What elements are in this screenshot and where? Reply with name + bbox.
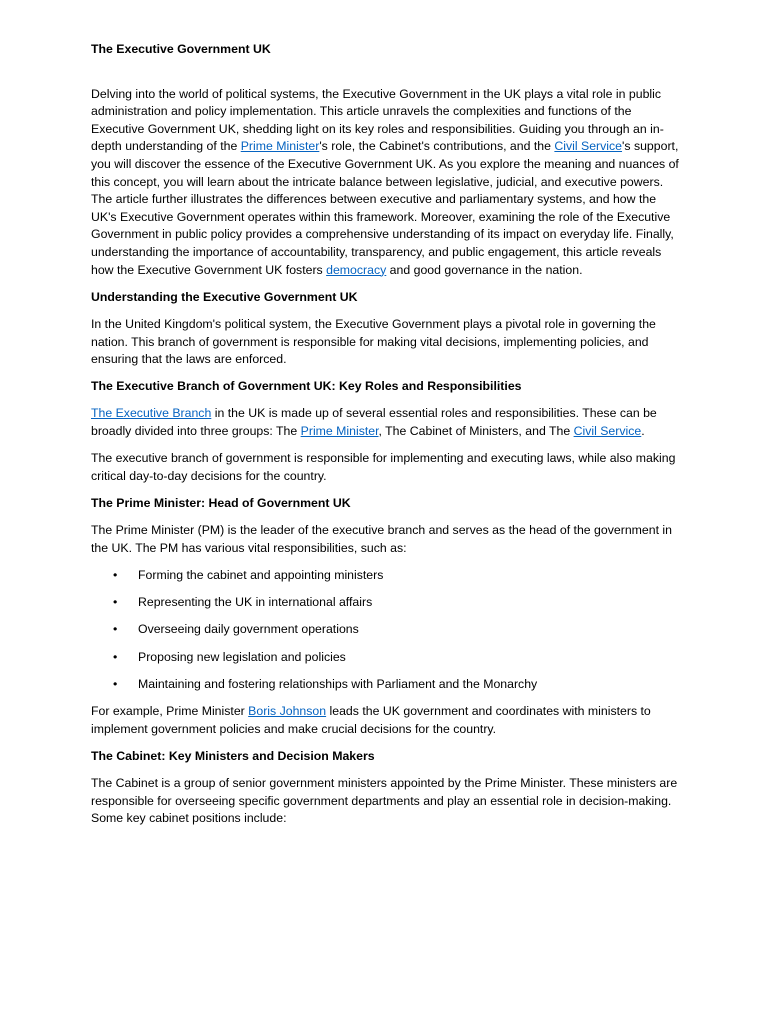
understanding-paragraph: In the United Kingdom's political system, the Executive Government plays a pivotal role in governing the nation. This branch of government is responsible for making vital decisions, implementing policies, and ensuring that the laws are enforced.	[91, 316, 656, 367]
boris-johnson-link[interactable]: Boris Johnson	[248, 703, 327, 718]
list-item-text: Representing the UK in international affairs	[138, 595, 373, 610]
document-title: The Executive Government UK	[91, 42, 271, 56]
executive-branch-link[interactable]: The Executive Branch	[91, 406, 212, 421]
example-text-2: leads the UK government and coordinates with ministers to implement government policies and make crucial decisions for the country.	[91, 703, 651, 736]
branch-text-1: in the UK is made up of several essential roles and responsibilities. These can be broadly divided into three groups: The	[91, 406, 657, 439]
heading-executive-branch: The Executive Branch of Government UK: Key Roles and Responsibilities	[91, 379, 522, 394]
branch-text-2: , The Cabinet of Ministers, and The	[378, 424, 574, 439]
cabinet-paragraph: The Cabinet is a group of senior government ministers appointed by the Prime Minister. These ministers are responsible for overseeing specific government departments and play an essential role in decision-making. Some key cabinet positions include:	[91, 775, 678, 826]
intro-text-3: 's support, you will discover the essence of the Executive Government UK. As you explore the meaning and nuances of this concept, you will learn about the intricate balance between legislative, judicial, and executive powers. The article further illustrates the differences between executive and parliamentary systems, and how the UK's Executive Government operates within this framework. Moreover, examining the role of the Executive Government in public policy provides a comprehensive understanding of its impact on everyday life. Finally, understanding the importance of accountability, transparency, and public engagement, this article reveals how the Executive Government UK fosters	[91, 139, 679, 277]
bullet-icon: •	[113, 568, 118, 582]
heading-cabinet: The Cabinet: Key Ministers and Decision Makers	[91, 748, 375, 763]
intro-text-2: 's role, the Cabinet's contributions, and the	[319, 139, 555, 154]
prime-minister-link-2[interactable]: Prime Minister	[300, 424, 379, 439]
list-item-text: Proposing new legislation and policies	[138, 649, 346, 664]
heading-understanding: Understanding the Executive Government UK	[91, 289, 358, 304]
example-paragraph	[91, 703, 681, 738]
bullet-icon: •	[113, 622, 118, 637]
intro-text-1: Delving into the world of political systems, the Executive Government in the UK plays a vital role in public administration and policy implementation. This article unravels the complexities and functions of the Executive Government UK, shedding light on its key roles and responsibilities. Guiding you through an in-depth understanding of the	[91, 86, 664, 154]
heading-prime-minister: The Prime Minister: Head of Government UK	[91, 496, 351, 511]
list-item-text: Overseeing daily government operations	[138, 622, 359, 637]
democracy-link[interactable]: democracy	[326, 262, 387, 277]
list-item	[91, 676, 681, 694]
list-item	[91, 621, 681, 639]
civil-service-link-2[interactable]: Civil Service	[573, 424, 642, 439]
list-item	[91, 594, 681, 612]
document-body	[91, 41, 681, 837]
bullet-icon: •	[113, 649, 118, 664]
executive-branch-paragraph	[91, 405, 681, 440]
bullet-icon: •	[113, 595, 118, 610]
bullet-icon: •	[113, 676, 118, 691]
branch-text-3: .	[641, 424, 645, 439]
civil-service-link[interactable]: Civil Service	[554, 139, 623, 154]
pm-responsibilities-list	[91, 567, 681, 693]
prime-minister-paragraph: The Prime Minister (PM) is the leader of the executive branch and serves as the head of the government in the UK. The PM has various vital responsibilities, such as:	[91, 523, 672, 555]
prime-minister-link[interactable]: Prime Minister	[240, 139, 320, 154]
list-item	[91, 567, 681, 585]
executive-branch-paragraph-2: The executive branch of government is responsible for implementing and executing laws, while also making critical day-to-day decisions for the country.	[91, 451, 676, 483]
example-text-1: For example, Prime Minister	[91, 703, 249, 718]
intro-paragraph	[91, 86, 681, 280]
intro-text-4: and good governance in the nation.	[386, 262, 583, 277]
list-item	[91, 649, 681, 667]
list-item-text: Maintaining and fostering relationships with Parliament and the Monarchy	[138, 676, 538, 691]
list-item-text: Forming the cabinet and appointing ministers	[138, 568, 384, 582]
